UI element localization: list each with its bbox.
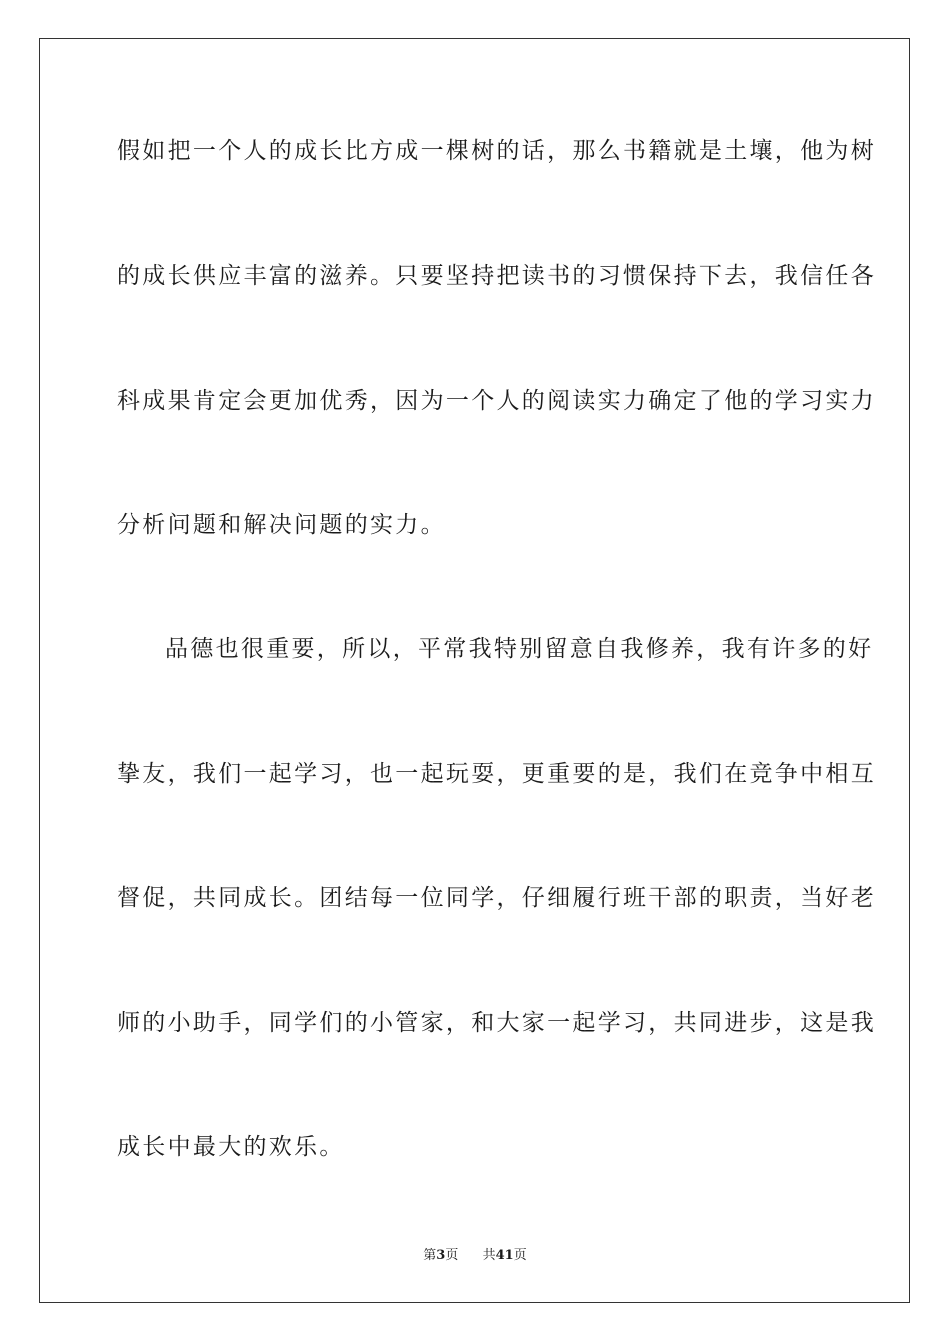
text-line: 督促，共同成长。团结每一位同学，仔细履行班干部的职责，当好老 [117,885,876,911]
total-pages-label [483,1248,527,1263]
page-footer [0,1247,950,1265]
total-suffix: 页 [513,1248,527,1263]
page-border [39,38,910,1303]
page-number-label [423,1248,462,1263]
text-line: 挚友，我们一起学习，也一起玩耍，更重要的是，我们在竞争中相互 [117,761,876,787]
text-line: 分析问题和解决问题的实力。 [117,512,446,538]
page-suffix: 页 [445,1248,459,1263]
text-line: 师的小助手，同学们的小管家，和大家一起学习，共同进步，这是我 [117,1010,876,1036]
total-prefix: 共 [482,1248,496,1263]
text-line: 的成长供应丰富的滋养。只要坚持把读书的习惯保持下去，我信任各 [117,263,876,289]
text-line: 品德也很重要，所以，平常我特别留意自我修养，我有许多的好 [165,636,874,662]
text-line: 科成果肯定会更加优秀，因为一个人的阅读实力确定了他的学习实力 [117,388,876,414]
text-line: 假如把一个人的成长比方成一棵树的话，那么书籍就是土壤，他为树 [117,138,876,164]
current-page-number: 3 [436,1248,446,1263]
total-pages-number: 41 [495,1248,514,1263]
page-prefix: 第 [423,1248,437,1263]
text-line: 成长中最大的欢乐。 [117,1134,345,1160]
